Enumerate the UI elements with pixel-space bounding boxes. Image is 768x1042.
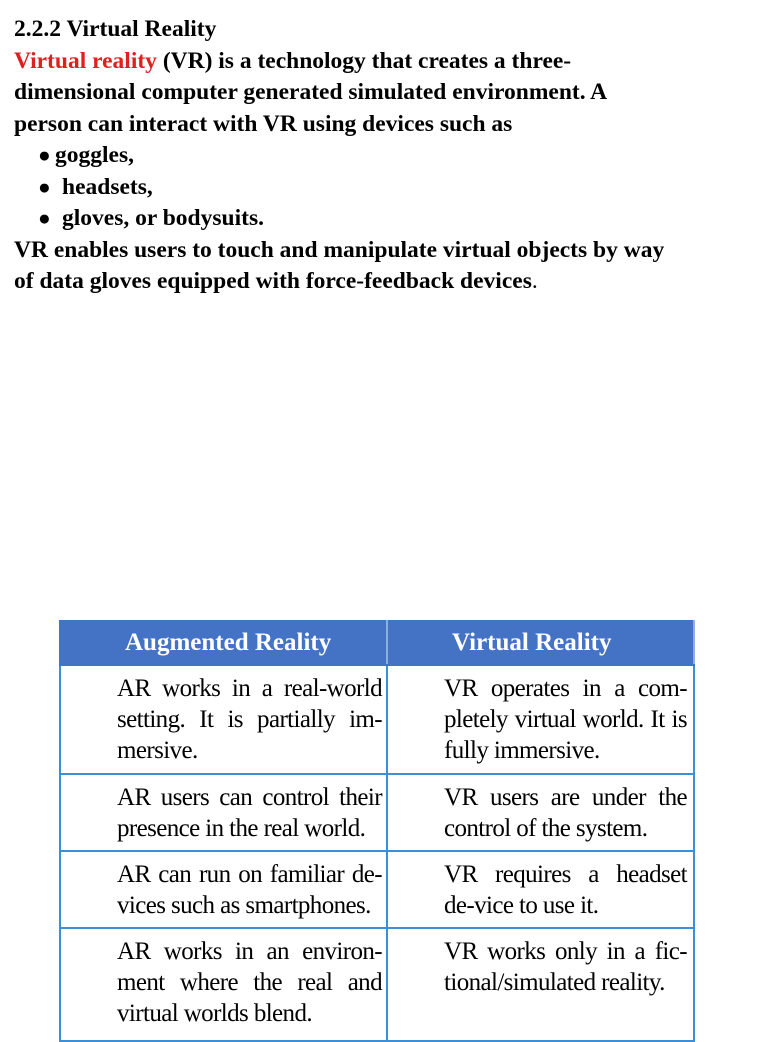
table-row <box>60 665 694 774</box>
vr-section <box>14 14 766 298</box>
header-augmented-reality: Augmented Reality <box>60 621 387 665</box>
section-heading: 2.2.2 Virtual Reality <box>14 16 217 42</box>
list-item-text: gloves, or bodysuits. <box>62 205 264 231</box>
ar-cell: AR can run on familiar de-vices such as smartphones. <box>60 851 387 928</box>
highlighted-term: Virtual reality <box>14 47 157 74</box>
intro-text: (VR) is a technology that creates a three- <box>156 47 572 74</box>
closing-line-1: VR enables users to touch and manipulate virtual objects by way <box>14 236 665 263</box>
intro-line-1 <box>14 46 766 78</box>
table-row <box>60 774 694 851</box>
closing-period: . <box>531 268 538 294</box>
vr-cell: VR works only in a fic-tional/simulated reality. <box>387 928 694 1041</box>
bullet-icon: ● <box>38 206 51 230</box>
table-row <box>60 851 694 928</box>
closing-line-2 <box>14 266 766 298</box>
list-item <box>14 140 766 172</box>
bullet-icon: ● <box>38 143 51 167</box>
table-row <box>60 928 694 1041</box>
ar-cell: AR works in a real-world setting. It is partially im-mersive. <box>60 665 387 774</box>
intro-line-2: dimensional computer generated simulated environment. A <box>14 79 608 105</box>
vr-cell: VR requires a headset de-vice to use it. <box>387 851 694 928</box>
list-item <box>14 172 766 204</box>
ar-cell: AR works in an environ-ment where the real and virtual worlds blend. <box>60 928 387 1041</box>
vr-cell: VR operates in a com-pletely virtual world. It is fully immersive. <box>387 665 694 774</box>
vr-cell: VR users are under the control of the system. <box>387 774 694 851</box>
intro-line-3: person can interact with VR using devices such as <box>14 110 513 137</box>
header-virtual-reality: Virtual Reality <box>387 621 694 665</box>
list-item-text: goggles, <box>55 142 134 168</box>
device-list <box>14 140 766 235</box>
ar-vr-comparison-table <box>59 620 695 1042</box>
table-header-row <box>60 621 694 665</box>
bullet-icon: ● <box>38 174 51 199</box>
closing-text: of data gloves equipped with force-feedback devices <box>14 268 532 294</box>
list-item-text: headsets, <box>62 173 153 200</box>
list-item <box>14 203 766 235</box>
ar-cell: AR users can control their presence in the real world. <box>60 774 387 851</box>
